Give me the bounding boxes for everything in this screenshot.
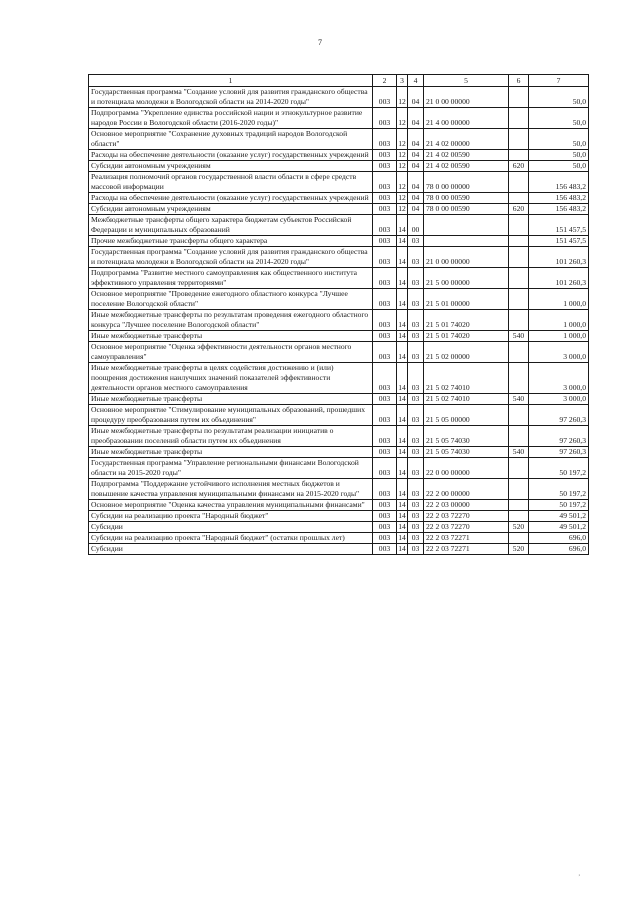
row-target-article-cell: 21 5 01 00000 xyxy=(424,289,509,310)
row-name-cell: Подпрограмма "Поддержание устойчивого исполнения местных бюджетов и повышение качества управления муниципальными финансами на 2015-2020 годы" xyxy=(89,479,373,500)
row-subsection-cell: 03 xyxy=(408,405,424,426)
row-subsection-cell: 03 xyxy=(408,500,424,511)
row-expense-type-cell xyxy=(509,500,529,511)
table-row xyxy=(89,129,589,150)
row-subsection-cell: 03 xyxy=(408,426,424,447)
row-expense-type-cell xyxy=(509,87,529,108)
row-target-article-cell: 21 0 00 00000 xyxy=(424,87,509,108)
row-target-article-cell xyxy=(424,215,509,236)
row-section-cell: 14 xyxy=(397,342,408,363)
row-section-cell: 12 xyxy=(397,129,408,150)
row-subsection-cell: 03 xyxy=(408,533,424,544)
row-subsection-cell: 04 xyxy=(408,150,424,161)
row-grbs-cell: 003 xyxy=(373,426,397,447)
row-subsection-cell: 03 xyxy=(408,522,424,533)
budget-table-container xyxy=(88,74,588,555)
row-target-article-cell xyxy=(424,236,509,247)
row-section-cell: 12 xyxy=(397,87,408,108)
row-grbs-cell: 003 xyxy=(373,394,397,405)
row-amount-cell: 1 000,0 xyxy=(529,310,589,331)
header-col-5: 5 xyxy=(424,75,509,87)
row-amount-cell: 696,0 xyxy=(529,544,589,555)
row-target-article-cell: 22 2 00 00000 xyxy=(424,479,509,500)
row-subsection-cell: 04 xyxy=(408,87,424,108)
table-row xyxy=(89,522,589,533)
row-name-cell: Основное мероприятие "Оценка качества управления муниципальными финансами" xyxy=(89,500,373,511)
row-grbs-cell: 003 xyxy=(373,533,397,544)
row-target-article-cell: 22 2 03 72270 xyxy=(424,522,509,533)
table-row xyxy=(89,247,589,268)
row-grbs-cell: 003 xyxy=(373,204,397,215)
row-expense-type-cell xyxy=(509,533,529,544)
table-row xyxy=(89,236,589,247)
table-row xyxy=(89,544,589,555)
row-name-cell: Прочие межбюджетные трансферты общего характера xyxy=(89,236,373,247)
table-row xyxy=(89,215,589,236)
row-section-cell: 14 xyxy=(398,511,406,520)
table-row xyxy=(89,87,589,108)
row-grbs-cell: 003 xyxy=(373,247,397,268)
row-section-cell: 14 xyxy=(397,479,408,500)
row-name-cell: Иные межбюджетные трансферты по результатам проведения ежегодного областного конкурса "Лучшее поселение Вологодской области" xyxy=(89,310,373,331)
row-name-cell: Субсидии на реализацию проекта "Народный бюджет" (остатки прошлых лет) xyxy=(89,533,373,544)
row-grbs-cell: 003 xyxy=(373,405,397,426)
header-col-7: 7 xyxy=(529,75,589,87)
table-row xyxy=(89,500,589,511)
row-subsection-cell: 04 xyxy=(408,108,424,129)
row-grbs-cell: 003 xyxy=(373,161,397,172)
row-section-cell: 14 xyxy=(397,289,408,310)
row-expense-type-cell: 540 xyxy=(509,447,529,458)
row-name-cell: Субсидии автономным учреждениям xyxy=(89,161,373,172)
row-expense-type-cell: 520 xyxy=(509,522,529,533)
row-subsection-cell: 03 xyxy=(408,247,424,268)
row-target-article-cell: 21 5 02 00000 xyxy=(424,342,509,363)
row-amount-cell: 49 501,2 xyxy=(529,511,589,522)
row-amount-cell: 156 483,2 xyxy=(529,193,589,204)
row-subsection-cell: 03 xyxy=(408,479,424,500)
row-target-article-cell: 21 4 02 00590 xyxy=(424,150,509,161)
row-name-cell: Расходы на обеспечение деятельности (оказание услуг) государственных учреждений xyxy=(89,150,373,161)
table-row xyxy=(89,394,589,405)
row-name-cell: Основное мероприятие "Сохранение духовных традиций народов Вологодской области" xyxy=(89,129,373,150)
row-amount-cell: 50,0 xyxy=(529,108,589,129)
header-col-3: 3 xyxy=(397,75,408,87)
row-target-article-cell: 22 2 03 72271 xyxy=(424,544,509,555)
row-amount-cell: 49 501,2 xyxy=(529,522,589,533)
corner-mark: , xyxy=(578,871,580,877)
row-target-article-cell: 21 5 05 74030 xyxy=(424,426,509,447)
table-row xyxy=(89,150,589,161)
row-expense-type-cell xyxy=(509,193,529,204)
row-subsection-cell: 03 xyxy=(408,331,424,342)
row-expense-type-cell xyxy=(509,108,529,129)
page-number: 7 xyxy=(318,38,322,47)
row-section-cell: 14 xyxy=(397,247,408,268)
row-target-article-cell: 78 0 00 00000 xyxy=(424,172,509,193)
row-amount-cell: 50,0 xyxy=(529,129,589,150)
row-grbs-cell: 003 xyxy=(373,193,397,204)
row-target-article-cell: 21 5 01 74020 xyxy=(424,331,509,342)
row-name-cell: Иные межбюджетные трансферты в целях содействия достижению и (или) поощрения достижения наилучших значений показателей эффективности деятельности органов местного самоуправления xyxy=(89,363,373,394)
row-amount-cell: 50,0 xyxy=(529,87,589,108)
table-row xyxy=(89,331,589,342)
row-expense-type-cell: 520 xyxy=(509,544,529,555)
row-name-cell: Основное мероприятие "Проведение ежегодного областного конкурса "Лучшее поселение Вологодской области" xyxy=(89,289,373,310)
row-subsection-cell: 03 xyxy=(408,310,424,331)
table-row xyxy=(89,533,589,544)
row-name-cell: Иные межбюджетные трансферты xyxy=(89,394,373,405)
table-row xyxy=(89,363,589,394)
row-expense-type-cell xyxy=(509,236,529,247)
row-expense-type-cell xyxy=(509,426,529,447)
row-section-cell: 12 xyxy=(398,193,406,202)
table-row xyxy=(89,204,589,215)
row-expense-type-cell xyxy=(509,363,529,394)
row-target-article-cell: 22 2 03 72270 xyxy=(424,511,509,522)
row-section-cell: 14 xyxy=(397,426,408,447)
row-amount-cell: 156 483,2 xyxy=(529,172,589,193)
row-name-cell: Иные межбюджетные трансферты по результатам реализации инициатив о преобразовании поселений области путем их объединения xyxy=(89,426,373,447)
row-expense-type-cell xyxy=(509,172,529,193)
row-grbs-cell: 003 xyxy=(373,522,397,533)
row-grbs-cell: 003 xyxy=(373,236,397,247)
row-subsection-cell: 03 xyxy=(408,342,424,363)
row-grbs-cell: 003 xyxy=(373,331,397,342)
row-amount-cell: 156 483,2 xyxy=(529,204,589,215)
row-subsection-cell: 03 xyxy=(408,236,424,247)
table-row xyxy=(89,108,589,129)
row-target-article-cell: 22 2 03 00000 xyxy=(424,500,509,511)
row-section-cell: 12 xyxy=(397,108,408,129)
row-section-cell: 14 xyxy=(397,310,408,331)
row-amount-cell: 3 000,0 xyxy=(529,394,589,405)
row-amount-cell: 3 000,0 xyxy=(529,363,589,394)
table-row xyxy=(89,289,589,310)
row-amount-cell: 50,0 xyxy=(529,161,589,172)
row-grbs-cell: 003 xyxy=(373,363,397,394)
row-name-cell: Государственная программа "Управление региональными финансами Вологодской области на 2015-2020 годы" xyxy=(89,458,373,479)
row-section-cell: 14 xyxy=(397,363,408,394)
row-name-cell: Подпрограмма "Развитие местного самоуправления как общественного института эффективного управления территориями" xyxy=(89,268,373,289)
row-grbs-cell: 003 xyxy=(373,511,397,522)
row-amount-cell: 3 000,0 xyxy=(529,342,589,363)
row-grbs-cell: 003 xyxy=(373,268,397,289)
row-name-cell: Иные межбюджетные трансферты xyxy=(89,447,373,458)
row-section-cell: 14 xyxy=(397,458,408,479)
row-expense-type-cell: 620 xyxy=(509,161,529,172)
table-row xyxy=(89,447,589,458)
table-header-row xyxy=(89,75,589,87)
table-row xyxy=(89,310,589,331)
header-col-4: 4 xyxy=(408,75,424,87)
row-subsection-cell: 03 xyxy=(408,289,424,310)
row-subsection-cell: 03 xyxy=(408,363,424,394)
row-name-cell: Государственная программа "Создание условий для развития гражданского общества и потенциала молодежи в Вологодской области на 2014-2020 годы" xyxy=(89,247,373,268)
row-grbs-cell: 003 xyxy=(373,310,397,331)
row-subsection-cell: 00 xyxy=(408,215,424,236)
row-subsection-cell: 03 xyxy=(408,458,424,479)
row-grbs-cell: 003 xyxy=(373,215,397,236)
row-amount-cell: 1 000,0 xyxy=(529,331,589,342)
row-section-cell: 12 xyxy=(398,204,406,213)
row-grbs-cell: 003 xyxy=(373,289,397,310)
row-target-article-cell: 21 5 00 00000 xyxy=(424,268,509,289)
row-grbs-cell: 003 xyxy=(373,447,397,458)
row-section-cell: 14 xyxy=(397,405,408,426)
table-row xyxy=(89,172,589,193)
row-target-article-cell: 22 0 00 00000 xyxy=(424,458,509,479)
row-subsection-cell: 03 xyxy=(408,544,424,555)
row-expense-type-cell xyxy=(509,458,529,479)
row-section-cell: 14 xyxy=(397,215,408,236)
table-row xyxy=(89,458,589,479)
row-amount-cell: 1 000,0 xyxy=(529,289,589,310)
row-amount-cell: 101 260,3 xyxy=(529,247,589,268)
row-name-cell: Иные межбюджетные трансферты xyxy=(89,331,373,342)
row-name-cell: Государственная программа "Создание условий для развития гражданского общества и потенциала молодежи в Вологодской области на 2014-2020 годы" xyxy=(89,87,373,108)
table-row xyxy=(89,342,589,363)
row-name-cell: Основное мероприятие "Стимулирование муниципальных образований, прошедших процедуру преобразования путем их объединения" xyxy=(89,405,373,426)
row-section-cell: 14 xyxy=(398,236,406,245)
row-subsection-cell: 03 xyxy=(408,447,424,458)
row-expense-type-cell: 540 xyxy=(509,331,529,342)
row-section-cell: 14 xyxy=(398,394,406,403)
row-grbs-cell: 003 xyxy=(373,87,397,108)
row-name-cell: Межбюджетные трансферты общего характера бюджетам субъектов Российской Федерации и муниципальных образований xyxy=(89,215,373,236)
row-section-cell: 14 xyxy=(398,447,406,456)
row-expense-type-cell xyxy=(509,150,529,161)
table-body xyxy=(89,87,589,555)
row-section-cell: 14 xyxy=(398,544,406,553)
row-grbs-cell: 003 xyxy=(373,172,397,193)
row-target-article-cell: 21 4 00 00000 xyxy=(424,108,509,129)
row-amount-cell: 50 197,2 xyxy=(529,479,589,500)
table-row xyxy=(89,193,589,204)
table-row xyxy=(89,511,589,522)
row-target-article-cell: 78 0 00 00590 xyxy=(424,204,509,215)
row-grbs-cell: 003 xyxy=(373,108,397,129)
row-subsection-cell: 04 xyxy=(408,129,424,150)
row-amount-cell: 696,0 xyxy=(529,533,589,544)
row-target-article-cell: 21 4 02 00000 xyxy=(424,129,509,150)
row-grbs-cell: 003 xyxy=(373,150,397,161)
budget-table xyxy=(88,74,589,555)
row-section-cell: 12 xyxy=(397,172,408,193)
row-section-cell: 14 xyxy=(398,500,406,509)
header-col-2: 2 xyxy=(373,75,397,87)
table-row xyxy=(89,161,589,172)
row-name-cell: Расходы на обеспечение деятельности (оказание услуг) государственных учреждений xyxy=(89,193,373,204)
row-amount-cell: 101 260,3 xyxy=(529,268,589,289)
row-name-cell: Подпрограмма "Укрепление единства российской нации и этнокультурное развитие народов России в Вологодской области (2016-2020 годы)" xyxy=(89,108,373,129)
row-subsection-cell: 04 xyxy=(408,172,424,193)
table-row xyxy=(89,268,589,289)
row-subsection-cell: 04 xyxy=(408,204,424,215)
row-amount-cell: 97 260,3 xyxy=(529,426,589,447)
row-section-cell: 14 xyxy=(398,522,406,531)
row-name-cell: Субсидии на реализацию проекта "Народный бюджет" xyxy=(89,511,373,522)
row-name-cell: Субсидии автономным учреждениям xyxy=(89,204,373,215)
row-name-cell: Основное мероприятие "Оценка эффективности деятельности органов местного самоуправления" xyxy=(89,342,373,363)
table-row xyxy=(89,405,589,426)
row-target-article-cell: 78 0 00 00590 xyxy=(424,193,509,204)
row-target-article-cell: 21 5 02 74010 xyxy=(424,363,509,394)
row-grbs-cell: 003 xyxy=(373,500,397,511)
row-expense-type-cell xyxy=(509,215,529,236)
row-section-cell: 14 xyxy=(397,268,408,289)
row-expense-type-cell xyxy=(509,129,529,150)
row-expense-type-cell xyxy=(509,268,529,289)
row-subsection-cell: 04 xyxy=(408,193,424,204)
row-expense-type-cell: 540 xyxy=(509,394,529,405)
row-name-cell: Субсидии xyxy=(89,522,373,533)
row-name-cell: Субсидии xyxy=(89,544,373,555)
row-target-article-cell: 21 4 02 00590 xyxy=(424,161,509,172)
row-section-cell: 12 xyxy=(398,150,406,159)
row-grbs-cell: 003 xyxy=(373,458,397,479)
row-expense-type-cell xyxy=(509,405,529,426)
row-subsection-cell: 03 xyxy=(408,394,424,405)
row-amount-cell: 151 457,5 xyxy=(529,236,589,247)
row-amount-cell: 50 197,2 xyxy=(529,458,589,479)
row-name-cell: Реализация полномочий органов государственной власти области в сфере средств массовой информации xyxy=(89,172,373,193)
header-col-1: 1 xyxy=(89,75,373,87)
row-grbs-cell: 003 xyxy=(373,342,397,363)
row-target-article-cell: 21 5 05 00000 xyxy=(424,405,509,426)
table-row xyxy=(89,426,589,447)
row-section-cell: 12 xyxy=(398,161,406,170)
row-subsection-cell: 04 xyxy=(408,161,424,172)
row-section-cell: 14 xyxy=(398,331,406,340)
row-expense-type-cell xyxy=(509,342,529,363)
row-subsection-cell: 03 xyxy=(408,511,424,522)
row-expense-type-cell xyxy=(509,247,529,268)
row-target-article-cell: 21 5 02 74010 xyxy=(424,394,509,405)
row-expense-type-cell: 620 xyxy=(509,204,529,215)
row-grbs-cell: 003 xyxy=(373,544,397,555)
row-section-cell: 14 xyxy=(398,533,406,542)
row-target-article-cell: 21 5 01 74020 xyxy=(424,310,509,331)
row-target-article-cell: 22 2 03 72271 xyxy=(424,533,509,544)
row-expense-type-cell xyxy=(509,310,529,331)
row-subsection-cell: 03 xyxy=(408,268,424,289)
row-amount-cell: 97 260,3 xyxy=(529,447,589,458)
row-expense-type-cell xyxy=(509,479,529,500)
table-row xyxy=(89,479,589,500)
row-target-article-cell: 21 0 00 00000 xyxy=(424,247,509,268)
row-amount-cell: 50 197,2 xyxy=(529,500,589,511)
row-grbs-cell: 003 xyxy=(373,129,397,150)
row-amount-cell: 97 260,3 xyxy=(529,405,589,426)
row-expense-type-cell xyxy=(509,511,529,522)
row-grbs-cell: 003 xyxy=(373,479,397,500)
row-expense-type-cell xyxy=(509,289,529,310)
header-col-6: 6 xyxy=(509,75,529,87)
row-amount-cell: 151 457,5 xyxy=(529,215,589,236)
row-amount-cell: 50,0 xyxy=(529,150,589,161)
row-target-article-cell: 21 5 05 74030 xyxy=(424,447,509,458)
